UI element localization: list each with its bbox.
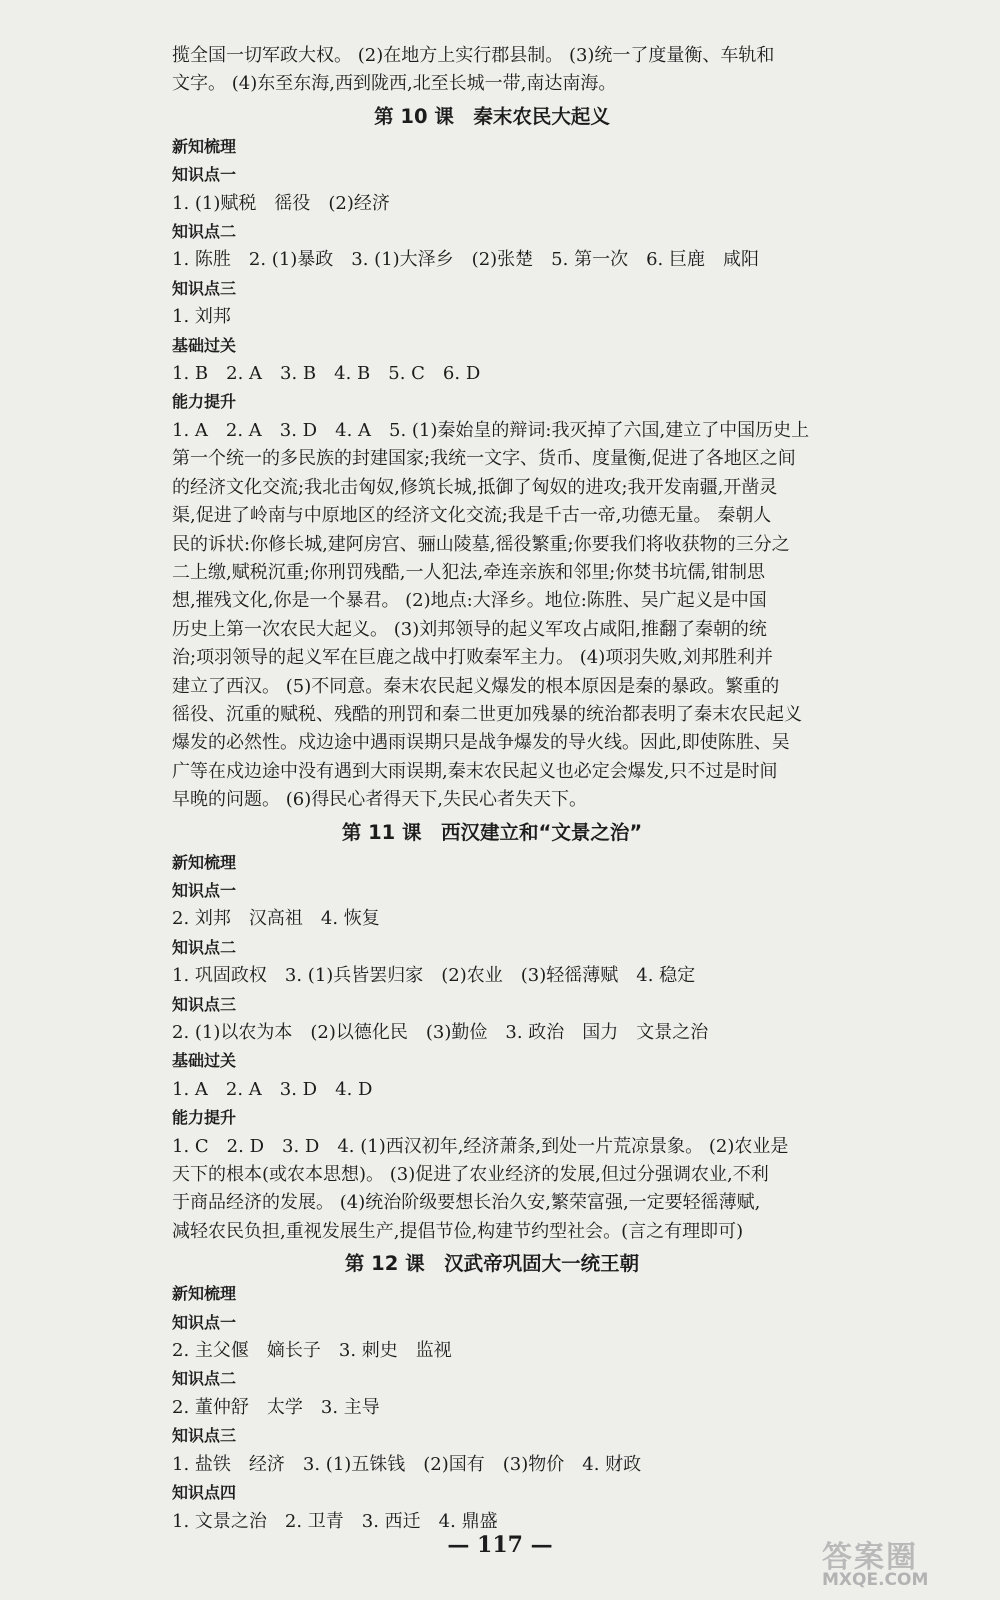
answer-line: 1. (1)赋税 徭役 (2)经济 — [172, 192, 390, 214]
answer-line: 减轻农民负担,重视发展生产,提倡节俭,构建节约型社会。(言之有理即可) — [172, 1220, 744, 1242]
answer-line: 徭役、沉重的赋税、残酷的刑罚和秦二世更加残暴的统治都表明了秦末农民起义 — [172, 703, 802, 725]
watermark-text: 答案圈 — [822, 1540, 918, 1575]
section-label: 新知梳理 — [172, 136, 237, 156]
lesson-11-title: 第 11 课 西汉建立和“文景之治” — [341, 820, 643, 844]
knowledge-point-label: 知识点一 — [172, 165, 237, 185]
knowledge-point-label: 知识点二 — [172, 222, 237, 242]
answer-line: 早晚的问题。 (6)得民心者得天下,失民心者失天下。 — [172, 789, 587, 811]
answer-line: 2. 董仲舒 太学 3. 主导 — [172, 1396, 380, 1418]
answer-line: 建立了西汉。 (5)不同意。秦末农民起义爆发的根本原因是秦的暴政。繁重的 — [172, 675, 780, 697]
section-label: 新知梳理 — [172, 1284, 237, 1304]
answer-line: 2. 主父偃 嫡长子 3. 刺史 监视 — [172, 1340, 452, 1362]
section-label: 基础过关 — [172, 335, 237, 355]
knowledge-point-label: 知识点四 — [172, 1483, 237, 1503]
answer-line: 1. A 2. A 3. D 4. D — [172, 1078, 373, 1100]
answer-line: 第一个统一的多民族的封建国家;我统一文字、货币、度量衡,促进了各地区之间 — [172, 448, 796, 470]
knowledge-point-label: 知识点二 — [172, 937, 237, 957]
answer-line: 1. 盐铁 经济 3. (1)五铢钱 (2)国有 (3)物价 4. 财政 — [172, 1453, 642, 1475]
section-label: 能力提升 — [172, 392, 237, 412]
answer-line: 2. (1)以农为本 (2)以德化民 (3)勤俭 3. 政治 国力 文景之治 — [172, 1022, 709, 1043]
answer-line: 历史上第一次农民大起义。 (3)刘邦领导的起义军攻占咸阳,推翻了秦朝的统 — [172, 618, 767, 640]
answer-line: 广等在戍边途中没有遇到大雨误期,秦末农民起义也必定会爆发,只不过是时间 — [172, 760, 778, 782]
intro-line: 揽全国一切军政大权。 (2)在地方上实行郡县制。 (3)统一了度量衡、车轨和 — [172, 45, 775, 66]
watermark-logo — [800, 1532, 975, 1594]
page-number: — 117 — — [447, 1532, 553, 1558]
knowledge-point-label: 知识点三 — [172, 278, 237, 298]
knowledge-point-label: 知识点一 — [172, 1312, 237, 1332]
answer-line: 渠,促进了岭南与中原地区的经济文化交流;我是千古一帝,功德无量。 秦朝人 — [172, 505, 772, 527]
answer-line: 1. 陈胜 2. (1)暴政 3. (1)大泽乡 (2)张楚 5. 第一次 6. 巨鹿 咸阳 — [172, 249, 759, 271]
answer-line: 民的诉状:你修长城,建阿房宫、骊山陵墓,徭役繁重;你要我们将收获物的三分之 — [172, 533, 790, 555]
answer-line: 2. 刘邦 汉高祖 4. 恢复 — [172, 908, 380, 930]
answer-line: 治;项羽领导的起义军在巨鹿之战中打败秦军主力。 (4)项羽失败,刘邦胜利并 — [172, 647, 774, 669]
knowledge-point-label: 知识点二 — [172, 1369, 237, 1389]
answer-line: 1. C 2. D 3. D 4. (1)西汉初年,经济萧条,到处一片荒凉景象。 (2)农业是 — [172, 1135, 789, 1157]
watermark-url: MXQE.COM — [822, 1570, 929, 1590]
answer-page — [172, 42, 812, 1536]
knowledge-point-label: 知识点三 — [172, 1426, 237, 1446]
section-label: 能力提升 — [172, 1108, 237, 1128]
answer-line: 想,摧残文化,你是一个暴君。 (2)地点:大泽乡。地位:陈胜、吴广起义是中国 — [172, 590, 767, 612]
answer-line: 1. B 2. A 3. B 4. B 5. C 6. D — [172, 363, 481, 385]
lesson-10-title: 第 10 课 秦末农民大起义 — [374, 104, 610, 128]
lesson-12-title: 第 12 课 汉武帝巩固大一统王朝 — [344, 1252, 640, 1276]
answer-line: 1. 文景之治 2. 卫青 3. 西迁 4. 鼎盛 — [172, 1510, 498, 1532]
answer-line: 爆发的必然性。戍边途中遇雨误期只是战争爆发的导火线。因此,即使陈胜、吴 — [172, 732, 790, 754]
knowledge-point-label: 知识点一 — [172, 880, 237, 900]
answer-line: 1. A 2. A 3. D 4. A 5. (1)秦始皇的辩词:我灭掉了六国,建立了中国历史上 — [172, 419, 810, 441]
answer-line: 1. 刘邦 — [172, 306, 231, 328]
answer-line: 于商品经济的发展。 (4)统治阶级要想长治久安,繁荣富强,一定要轻徭薄赋, — [172, 1192, 761, 1214]
intro-line: 文字。 (4)东至东海,西到陇西,北至长城一带,南达南海。 — [172, 73, 617, 95]
knowledge-point-label: 知识点三 — [172, 994, 237, 1014]
answer-line: 天下的根本(或农本思想)。 (3)促进了农业经济的发展,但过分强调农业,不利 — [172, 1164, 769, 1186]
answer-line: 的经济文化交流;我北击匈奴,修筑长城,抵御了匈奴的进攻;我开发南疆,开凿灵 — [172, 476, 778, 498]
answer-line: 二上缴,赋税沉重;你刑罚残酷,一人犯法,牵连亲族和邻里;你焚书坑儒,钳制思 — [172, 561, 766, 583]
section-label: 新知梳理 — [172, 852, 237, 872]
answer-line: 1. 巩固政权 3. (1)兵皆罢归家 (2)农业 (3)轻徭薄赋 4. 稳定 — [172, 965, 696, 987]
section-label: 基础过关 — [172, 1051, 237, 1071]
